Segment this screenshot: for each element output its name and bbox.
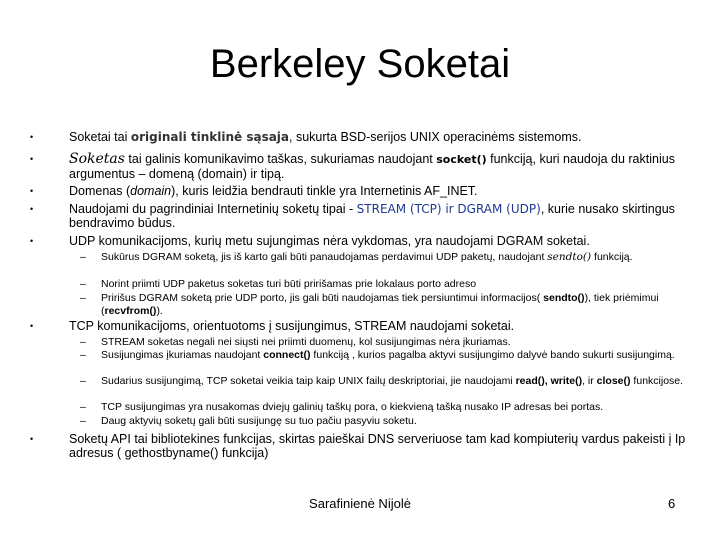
highlight-term: STREAM (TCP) ir DGRAM (UDP) xyxy=(356,202,541,216)
bullet-text: Soketas tai galinis komunikavimo taškas, sukuriamas naudojant socket() funkciją, kuri naudoja du raktinius argumentus – domeną (domain) ir tipą. xyxy=(69,151,675,181)
dash-marker: – xyxy=(80,415,86,427)
sub-bullet-text: Sudarius susijungimą, TCP soketai veikia taip kaip UNIX failų deskriptoriai, jie naudojami read(), write(), ir close() funkcijose. xyxy=(101,375,684,387)
dash-marker: – xyxy=(80,292,86,304)
bullet-marker: • xyxy=(30,186,34,196)
highlight-term: socket() xyxy=(436,153,487,166)
sub-bullet-text: Norint priimti UDP paketus soketas turi būti pririšamas prie lokalaus porto adreso xyxy=(101,278,477,290)
bullet-text: Naudojami du pagrindiniai Internetinių soketų tipai - STREAM (TCP) ir DGRAM (UDP), kurie nusako skirtingus bendravimo būdus. xyxy=(69,202,675,230)
bullet-text: Soketų API tai bibliotekines funkcijas, skirtas paieškai DNS serveriuose tam kad kompiuterių vardus pakeisti į Ip adresus ( gethostbyname() funkcija) xyxy=(69,432,686,460)
bullet-text: Soketai tai originali tinklinė sąsaja, sukurta BSD-serijos UNIX operacinėms sistemoms. xyxy=(69,130,582,144)
bullet-text: TCP komunikacijoms, orientuotoms į susijungimus, STREAM naudojami soketai. xyxy=(69,319,515,333)
bullet-marker: • xyxy=(30,321,34,331)
bullet-marker: • xyxy=(30,204,34,214)
highlight-term: originali tinklinė sąsaja xyxy=(130,130,290,144)
page-number: 6 xyxy=(668,496,676,511)
bullet-marker: • xyxy=(30,154,34,164)
bullet-marker: • xyxy=(30,132,34,142)
bullet-marker: • xyxy=(30,236,34,246)
dash-marker: – xyxy=(80,336,86,348)
dash-marker: – xyxy=(80,375,86,387)
dash-marker: – xyxy=(80,278,86,290)
sub-bullet-text: Daug aktyvių soketų gali būti susijungę su tuo pačiu pasyviu soketu. xyxy=(101,415,417,427)
sub-bullet-text: STREAM soketas negali nei siųsti nei priimti duomenų, kol susijungimas nėra įkuriamas. xyxy=(101,336,511,348)
sub-bullet-text: TCP susijungimas yra nusakomas dviejų galinių taškų pora, o kiekvieną tašką nusako IP adresas bei portas. xyxy=(101,401,604,413)
bullet-text: UDP komunikacijoms, kurių metu sujungimas nėra vykdomas, yra naudojami DGRAM soketai. xyxy=(69,234,590,248)
dash-marker: – xyxy=(80,251,86,263)
slide-title: Berkeley Soketai xyxy=(209,42,511,86)
dash-marker: – xyxy=(80,349,86,361)
sub-bullet-text: Sukūrus DGRAM soketą, jis iš karto gali būti panaudojamas perdavimui UDP paketų, naudojant sendto() funkciją. xyxy=(101,251,633,263)
bullet-marker: • xyxy=(30,434,34,444)
footer-author: Sarafinienė Nijolė xyxy=(309,496,411,511)
soketas-term: Soketas xyxy=(69,151,125,167)
sub-bullet-text: Pririšus DGRAM soketą prie UDP porto, jis gali būti naudojamas tiek persiuntimui informacijos( sendto()), tiek priėmimui (recvfrom()). xyxy=(101,292,659,317)
sub-bullet-text: Susijungimas įkuriamas naudojant connect() funkciją , kurios pagalba aktyvi susijungimo dalyvė bando sukurti susijungimą. xyxy=(101,349,675,361)
dash-marker: – xyxy=(80,401,86,413)
bullet-text: Domenas (domain), kuris leidžia bendrauti tinkle yra Internetinis AF_INET. xyxy=(69,184,478,198)
